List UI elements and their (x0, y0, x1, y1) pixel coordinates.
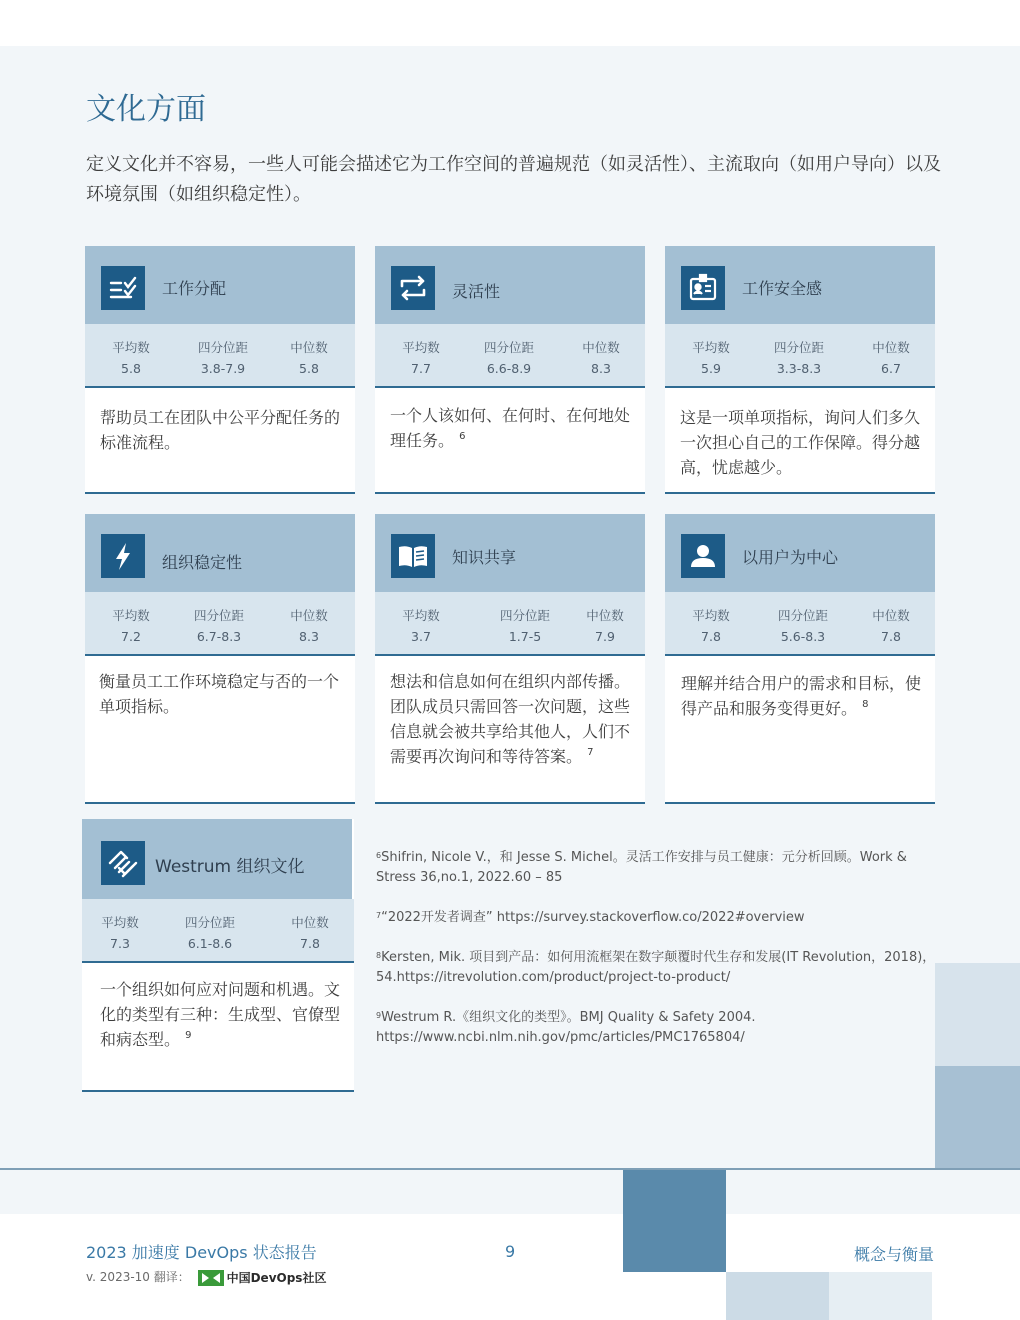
stats-row (375, 592, 645, 656)
card-description: 想法和信息如何在组织内部传播。团队成员只需回答一次问题，这些信息就会被共享给其他人，人们不需要再次询问和等待答案。 $^7$ (390, 672, 631, 766)
footnote-9[interactable]: $^9$Westrum R.《组织文化的类型》。BMJ Quality & Safety 2004. https://www.ncbi.nlm.nih.gov/pmc/articles/PMC1765804/ (376, 1010, 756, 1045)
card-description: 衡量员工工作环境稳定与否的一个单项指标。 (99, 672, 340, 716)
card-title: 知识共享 (452, 548, 517, 567)
card-description: 一个人该如何、在何时、在何地处理任务。 $^6$ (390, 406, 631, 450)
card-title: 以用户为中心 (742, 548, 839, 567)
stat-mean: 平均数 3.7 (402, 608, 440, 644)
stat-median: 中位数 8.3 (290, 608, 328, 644)
card-title: 组织稳定性 (162, 553, 243, 572)
stat-iqr: 四分位距 6.1-8.6 (184, 915, 235, 951)
decorative-block (623, 1170, 726, 1272)
version-line: v. 2023-10 翻译： 中国DevOps社区 (86, 1270, 327, 1285)
stat-mean: 平均数 7.2 (112, 608, 150, 644)
handshake-icon (101, 841, 145, 885)
card-westrum-culture (82, 819, 354, 1092)
stats-row (85, 324, 355, 388)
stat-mean: 平均数 5.9 (692, 340, 730, 376)
card-header (665, 246, 935, 324)
stat-iqr: 四分位距 5.6-8.3 (777, 608, 828, 644)
id-badge-icon (681, 266, 725, 310)
stat-mean: 平均数 7.7 (402, 340, 440, 376)
card-job-security (665, 246, 935, 494)
card-work-distribution (85, 246, 355, 494)
card-header (375, 246, 645, 324)
card-description: 帮助员工在团队中公平分配任务的标准流程。 (100, 408, 341, 452)
page-number: 9 (505, 1242, 516, 1261)
stat-iqr: 四分位距 6.6-8.9 (483, 340, 534, 376)
stats-row (665, 324, 935, 388)
card-title: 灵活性 (452, 282, 501, 301)
footnotes (376, 848, 936, 1068)
card-description: 一个组织如何应对问题和机遇。文化的类型有三种：生成型、官僚型和病态型。 $^9$ (100, 980, 341, 1049)
stat-median: 中位数 5.8 (290, 340, 328, 376)
card-header (82, 819, 352, 899)
card-user-centric (665, 514, 935, 804)
report-title: 2023 加速度 DevOps 状态报告 (86, 1243, 317, 1262)
card-header (375, 514, 645, 592)
card-description: 理解并结合用户的需求和目标，使得产品和服务变得更好。 $^8$ (681, 674, 922, 718)
open-book-icon (391, 534, 435, 578)
stat-iqr: 四分位距 3.3-8.3 (773, 340, 824, 376)
page-title: 文化方面 (86, 92, 206, 127)
stat-iqr: 四分位距 3.8-7.9 (197, 340, 248, 376)
decorative-block (935, 1066, 1020, 1169)
stat-median: 中位数 7.8 (872, 608, 910, 644)
stat-median: 中位数 7.8 (291, 915, 329, 951)
repeat-arrows-icon (391, 266, 435, 310)
stat-mean: 平均数 7.8 (692, 608, 730, 644)
stats-row (85, 592, 355, 656)
decorative-block (935, 963, 1020, 1066)
card-header (85, 246, 355, 324)
card-title: 工作分配 (162, 279, 227, 298)
divider-line (0, 1168, 1020, 1170)
decorative-block (726, 1272, 829, 1320)
card-flexibility (375, 246, 645, 494)
stat-median: 中位数 7.9 (586, 608, 624, 644)
footnote-8[interactable]: $^8$Kersten, Mik. 项目到产品：如何用流框架在数字颠覆时代生存和发展(IT Revolution，2018)，54.https://itrevolution.com/product/project-to-product/ (376, 950, 936, 985)
devops-community-logo: 中国DevOps社区 (198, 1269, 327, 1286)
intro-paragraph: 定义文化并不容易，一些人可能会描述它为工作空间的普遍规范（如灵活性）、主流取向（如用户导向）以及环境氛围（如组织稳定性）。 (86, 154, 941, 205)
user-icon (681, 534, 725, 578)
footnote-6: $^6$Shifrin, Nicole V.，和 Jesse S. Michel。灵活工作安排与员工健康：元分析回顾。Work & Stress 36,no.1, 2022.60 – 85 (376, 850, 907, 885)
stat-median: 中位数 8.3 (582, 340, 620, 376)
stat-median: 中位数 6.7 (872, 340, 910, 376)
card-description: 这是一项单项指标，询问人们多久一次担心自己的工作保障。得分越高，忧虑越少。 (680, 408, 921, 477)
stats-row (665, 592, 935, 656)
card-title: Westrum 组织文化 (155, 857, 305, 877)
checklist-icon (101, 266, 145, 310)
lightning-icon (101, 534, 145, 578)
stats-row (82, 899, 354, 963)
stat-iqr: 四分位距 6.7-8.3 (193, 608, 244, 644)
footnote-7[interactable]: $^7$“2022开发者调查” https://survey.stackoverflow.co/2022#overview (376, 910, 805, 925)
card-knowledge-sharing (375, 514, 645, 804)
section-name: 概念与衡量 (853, 1245, 934, 1264)
stats-row (375, 324, 645, 388)
card-header (85, 514, 355, 592)
card-header (665, 514, 935, 592)
stat-mean: 平均数 5.8 (112, 340, 150, 376)
card-title: 工作安全感 (742, 279, 823, 298)
stat-iqr: 四分位距 1.7-5 (499, 608, 550, 644)
decorative-block (829, 1272, 932, 1320)
card-org-stability (85, 514, 355, 804)
stat-mean: 平均数 7.3 (101, 915, 139, 951)
